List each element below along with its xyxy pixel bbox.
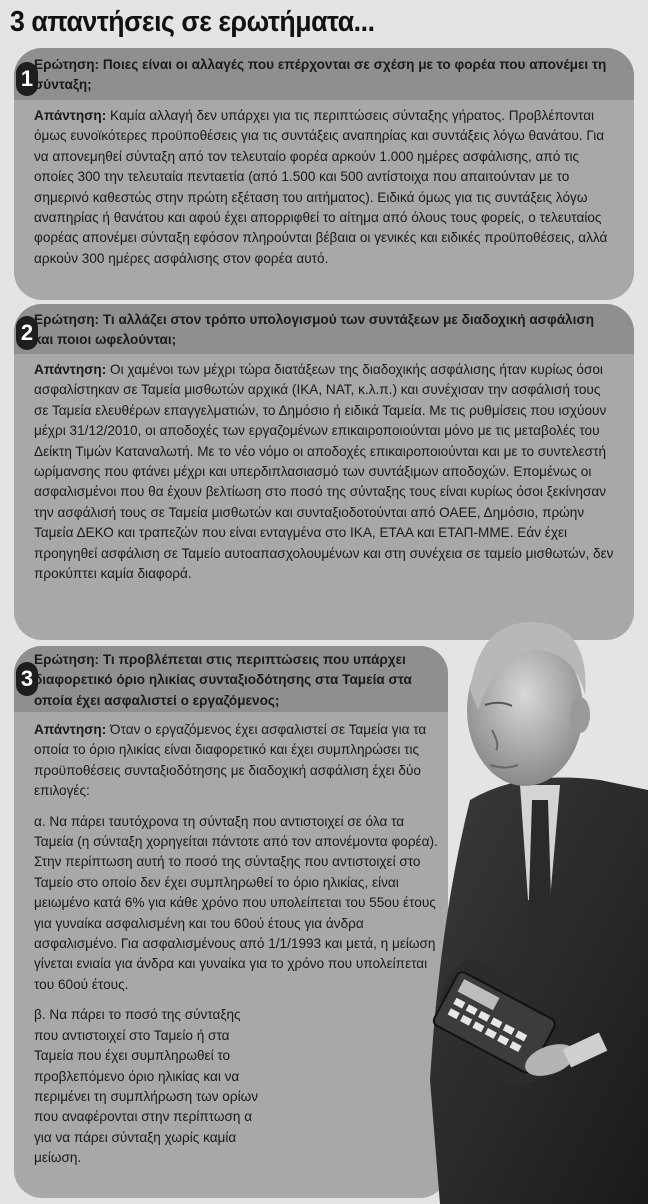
answer-text: [34, 720, 442, 1171]
page-title: 3 απαντήσεις σε ερωτήματα...: [10, 6, 375, 38]
answer-text: Απάντηση: Οι χαμένοι των μέχρι τώρα διατάξεων της διαδοχικής ασφάλισης ήταν κυρίως όσοι ασφαλίστηκαν σε Ταμεία μισθωτών αρχικά (ΙΚΑ, ΝΑΤ, κ.λ.π.) και συνέχισαν την ασφάλισή τους σε Ταμεία ελευθέρων επαγγελματιών, το Δημόσιο ή ειδικά Ταμεία. Με τις ρυθμίσεις που ισχύουν μέχρι 31/12/2010, οι αποδοχές των εργαζομένων επικαιροποιούνται μόνο με τις μεταβολές του Δείκτη Τιμών Καταναλωτή. Με το νέο νόμο οι αποδοχές επικαιροποιούνται και με το συντελεστή ωρίμανσης που φτάνει μέχρι και υπερδιπλασιασμό των συντάξιμων αποδοχών. Επομένως οι ασφαλισμένοι που θα έχουν βελτίωση στο ποσό της σύνταξης τους είναι κυρίως όσοι ξεκίνησαν την ασφάλισή τους σε Ταμεία μισθωτών και συνταξιοδοτούνται από ΟΑΕΕ, Δημόσιο, πρώην Ταμεία ΔΕΚΟ και τραπεζών που είναι ενταγμένα στο ΙΚΑ, ΕΤΑΑ και ΕΤΑΠ-ΜΜΕ. Εάν έχει προηγηθεί ασφάλιση σε Ταμείο αυτοαπασχολουμένων και στη συνέχεια σε ταμείο μισθωτών, δεν προκύπτει καμία διαφορά.: [34, 362, 614, 582]
number-badge: 3: [16, 662, 38, 696]
qa-panel-3: [14, 646, 448, 1198]
answer-text: Απάντηση: Καμία αλλαγή δεν υπάρχει για τις περιπτώσεις σύνταξης γήρατος. Προβλέπονται όμως ευνοϊκότερες προϋποθέσεις για τις συντάξεις αναπηρίας και συντάξεις λόγω θανάτου. Για να απονεμηθεί σύνταξη από τον τελευταίο φορέα αρκούν 1.000 ημέρες ασφάλισης, από τις οποίες 300 την τελευταία πενταετία (από 1.500 και 500 αντίστοιχα που απαιτούνταν με το σημερινό καθεστώς στην πρώτη εξέταση του αιτήματος). Ειδικά όμως για τις συντάξεις λόγω αναπηρίας ή θανάτου και αφού έχει απορριφθεί το αίτημα από όλους τους φορείς, ο τελευταίος φορέας απονέμει σύνταξη εφόσον πληρούνται βέβαια οι γενικές και ειδικές προϋποθέσεις, αλλά αρκούν 300 ημέρες ασφάλισης στον φορέα αυτό.: [34, 108, 608, 266]
man-with-calculator-photo: [400, 600, 648, 1204]
question-text: Ερώτηση: Τι αλλάζει στον τρόπο υπολογισμού των συντάξεων με διαδοχική ασφάλιση και ποιοι ωφελούνται;: [34, 312, 594, 348]
qa-panel-2: [14, 304, 634, 640]
number-badge: 1: [16, 62, 38, 96]
question-text: Ερώτηση: Τι προβλέπεται στις περιπτώσεις που υπάρχει διαφορετικό όριο ηλικίας συνταξιοδότησης στα Ταμεία στα οποία έχει ασφαλιστεί ο εργαζόμενος;: [34, 652, 412, 708]
option-a: α. Να πάρει ταυτόχρονα τη σύνταξη που αντιστοιχεί σε όλα τα Ταμεία (η σύνταξη χορηγείται πάντοτε από τον απονέμοντα φορέα). Στην περίπτωση αυτή το ποσό της σύνταξης που αντιστοιχεί στο Ταμείο στο οποίο δεν έχει συμπληρωθεί το όριο ηλικίας, είναι μειωμένο κατά 6% για κάθε χρόνο που υπολείπεται του 55ου έτους για γυναίκα ασφαλισμένη και του 60ού έτους για άνδρα ασφαλισμένο. Για ασφαλισμένους από 1/1/1993 και μετά, η μείωση γίνεται ενιαία για άνδρα και γυναίκα για το χρόνο που υπολείπεται του 60ού έτους.: [34, 813, 438, 992]
answer-intro: Όταν ο εργαζόμενος έχει ασφαλιστεί σε Ταμεία για τα οποία το όριο ηλικίας είναι διαφορετικό και έχει συμπληρώσει τις προϋποθέσεις συνταξιοδότησης με διαδοχική ασφάλιση έχει δύο επιλογές:: [34, 722, 427, 799]
number-badge: 2: [16, 316, 38, 350]
option-b: β. Να πάρει το ποσό της σύνταξης που αντιστοιχεί στο Ταμείο ή στα Ταμεία που έχει συμπληρωθεί το προβλεπόμενο όριο ηλικίας και να περιμένει τη συμπλήρωση των ορίων που αναφέρονται στην περίπτωση α για να πάρει σύνταξη χωρίς καμία μείωση.: [34, 1007, 258, 1166]
answer-label: Απάντηση:: [34, 722, 107, 737]
question-text: Ερώτηση: Ποιες είναι οι αλλαγές που επέρχονται σε σχέση με το φορέα που απονέμει τη σύνταξη;: [34, 57, 607, 93]
qa-panel-1: [14, 48, 634, 300]
